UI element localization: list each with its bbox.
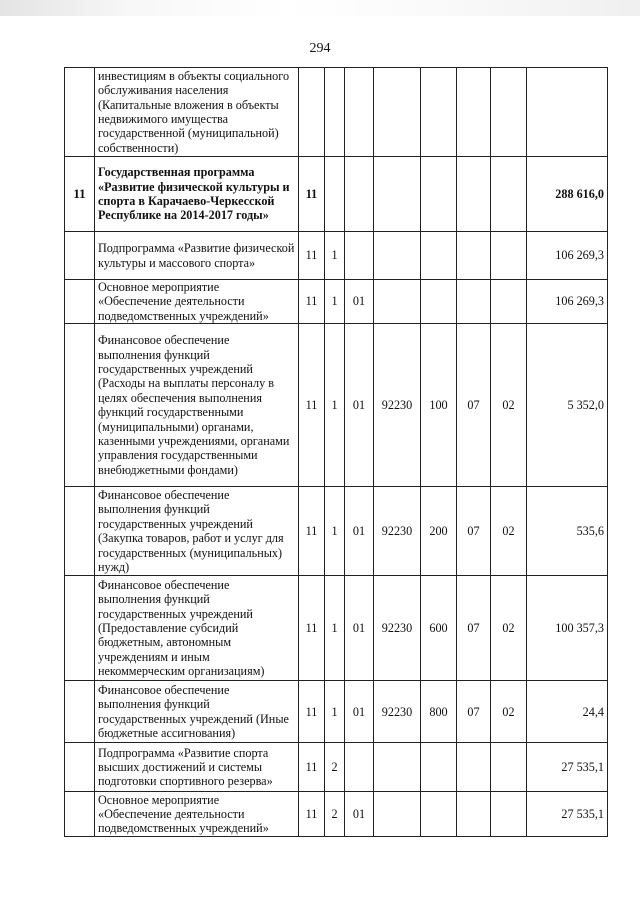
row-name-cell: Финансовое обеспечение выполнения функций государственных учреждений (Предоставление субсидий бюджетным, автономным учреждениям и иным некоммерческим организациям) xyxy=(95,576,299,681)
code-subprogram-cell: 1 xyxy=(325,324,345,487)
code-expense-type-cell: 800 xyxy=(421,681,457,743)
code-subsection-cell xyxy=(491,280,527,324)
code-subsection-cell: 02 xyxy=(491,681,527,743)
code-expense-type-cell: 100 xyxy=(421,324,457,487)
code-subsection-cell xyxy=(491,68,527,157)
code-program-cell: 11 xyxy=(299,792,325,837)
code-section-cell: 07 xyxy=(457,681,491,743)
row-sum-cell: 100 357,3 xyxy=(527,576,608,681)
row-sum-cell: 535,6 xyxy=(527,487,608,576)
row-number-cell xyxy=(65,280,95,324)
code-subprogram-cell: 1 xyxy=(325,487,345,576)
code-direction-cell xyxy=(374,280,421,324)
table-row xyxy=(65,157,608,232)
table-row xyxy=(65,681,608,743)
row-sum-cell: 27 535,1 xyxy=(527,792,608,837)
code-direction-cell xyxy=(374,232,421,280)
code-section-cell: 07 xyxy=(457,576,491,681)
code-direction-cell xyxy=(374,792,421,837)
row-name-cell: Подпрограмма «Развитие спорта высших достижений и системы подготовки спортивного резерва» xyxy=(95,743,299,792)
row-number-cell xyxy=(65,324,95,487)
code-program-cell: 11 xyxy=(299,743,325,792)
code-program-cell: 11 xyxy=(299,324,325,487)
code-direction-cell xyxy=(374,157,421,232)
row-sum-cell: 106 269,3 xyxy=(527,280,608,324)
code-section-cell xyxy=(457,157,491,232)
row-name-cell: Основное мероприятие «Обеспечение деятельности подведомственных учреждений» xyxy=(95,792,299,837)
code-direction-cell: 92230 xyxy=(374,324,421,487)
code-subprogram-cell: 1 xyxy=(325,681,345,743)
table-row xyxy=(65,576,608,681)
code-section-cell: 07 xyxy=(457,324,491,487)
row-sum-cell: 27 535,1 xyxy=(527,743,608,792)
row-number-cell: 11 xyxy=(65,157,95,232)
code-subprogram-cell: 2 xyxy=(325,792,345,837)
code-expense-type-cell xyxy=(421,280,457,324)
code-expense-type-cell xyxy=(421,157,457,232)
row-name-cell: Государственная программа «Развитие физической культуры и спорта в Карачаево-Черкесской Республике на 2014-2017 годы» xyxy=(95,157,299,232)
code-subprogram-cell xyxy=(325,68,345,157)
code-subprogram-cell xyxy=(325,157,345,232)
code-program-cell xyxy=(299,68,325,157)
code-program-cell: 11 xyxy=(299,157,325,232)
code-program-cell: 11 xyxy=(299,487,325,576)
code-expense-type-cell xyxy=(421,792,457,837)
code-measure-cell xyxy=(345,157,374,232)
code-section-cell xyxy=(457,68,491,157)
code-subsection-cell xyxy=(491,792,527,837)
table-row xyxy=(65,232,608,280)
code-expense-type-cell: 200 xyxy=(421,487,457,576)
row-name-cell: инвестициям в объекты социального обслуживания населения (Капитальные вложения в объекты недвижимого имущества государственной (муниципальной) собственности) xyxy=(95,68,299,157)
code-section-cell xyxy=(457,792,491,837)
row-name-cell: Финансовое обеспечение выполнения функций государственных учреждений (Закупка товаров, работ и услуг для государственных (муниципальных) нужд) xyxy=(95,487,299,576)
code-direction-cell: 92230 xyxy=(374,487,421,576)
code-section-cell xyxy=(457,232,491,280)
code-measure-cell: 01 xyxy=(345,280,374,324)
row-name-cell: Финансовое обеспечение выполнения функций государственных учреждений (Расходы на выплаты персоналу в целях обеспечения выполнения функций государственными (муниципальными) органами, казенными учреждениями, органами управления государственными внебюджетными фондами) xyxy=(95,324,299,487)
row-sum-cell: 5 352,0 xyxy=(527,324,608,487)
code-expense-type-cell xyxy=(421,743,457,792)
table-row xyxy=(65,792,608,837)
row-name-cell: Подпрограмма «Развитие физической культуры и массового спорта» xyxy=(95,232,299,280)
scan-edge-artifact xyxy=(0,0,640,16)
row-number-cell xyxy=(65,743,95,792)
code-measure-cell xyxy=(345,68,374,157)
code-subprogram-cell: 1 xyxy=(325,576,345,681)
row-number-cell xyxy=(65,681,95,743)
code-direction-cell: 92230 xyxy=(374,681,421,743)
code-program-cell: 11 xyxy=(299,681,325,743)
code-measure-cell: 01 xyxy=(345,792,374,837)
code-measure-cell xyxy=(345,232,374,280)
code-measure-cell: 01 xyxy=(345,324,374,487)
table-row xyxy=(65,487,608,576)
code-section-cell xyxy=(457,743,491,792)
row-sum-cell: 24,4 xyxy=(527,681,608,743)
code-subsection-cell: 02 xyxy=(491,487,527,576)
code-measure-cell: 01 xyxy=(345,487,374,576)
code-direction-cell xyxy=(374,743,421,792)
code-direction-cell: 92230 xyxy=(374,576,421,681)
code-expense-type-cell xyxy=(421,68,457,157)
row-number-cell xyxy=(65,487,95,576)
row-name-cell: Финансовое обеспечение выполнения функций государственных учреждений (Иные бюджетные ассигнования) xyxy=(95,681,299,743)
code-measure-cell xyxy=(345,743,374,792)
code-measure-cell: 01 xyxy=(345,681,374,743)
code-subsection-cell xyxy=(491,232,527,280)
budget-table xyxy=(64,67,608,837)
table-row xyxy=(65,280,608,324)
row-sum-cell: 288 616,0 xyxy=(527,157,608,232)
row-number-cell xyxy=(65,576,95,681)
code-direction-cell xyxy=(374,68,421,157)
code-subsection-cell xyxy=(491,157,527,232)
code-expense-type-cell xyxy=(421,232,457,280)
row-number-cell xyxy=(65,792,95,837)
code-expense-type-cell: 600 xyxy=(421,576,457,681)
code-subsection-cell: 02 xyxy=(491,576,527,681)
code-section-cell: 07 xyxy=(457,487,491,576)
table-row xyxy=(65,324,608,487)
table-row xyxy=(65,68,608,157)
code-program-cell: 11 xyxy=(299,232,325,280)
row-number-cell xyxy=(65,232,95,280)
code-subprogram-cell: 1 xyxy=(325,280,345,324)
code-subprogram-cell: 2 xyxy=(325,743,345,792)
code-subprogram-cell: 1 xyxy=(325,232,345,280)
row-name-cell: Основное мероприятие «Обеспечение деятельности подведомственных учреждений» xyxy=(95,280,299,324)
row-sum-cell xyxy=(527,68,608,157)
table-row xyxy=(65,743,608,792)
code-subsection-cell: 02 xyxy=(491,324,527,487)
row-number-cell xyxy=(65,68,95,157)
code-measure-cell: 01 xyxy=(345,576,374,681)
code-section-cell xyxy=(457,280,491,324)
row-sum-cell: 106 269,3 xyxy=(527,232,608,280)
code-program-cell: 11 xyxy=(299,576,325,681)
page-number: 294 xyxy=(309,41,331,56)
code-program-cell: 11 xyxy=(299,280,325,324)
code-subsection-cell xyxy=(491,743,527,792)
